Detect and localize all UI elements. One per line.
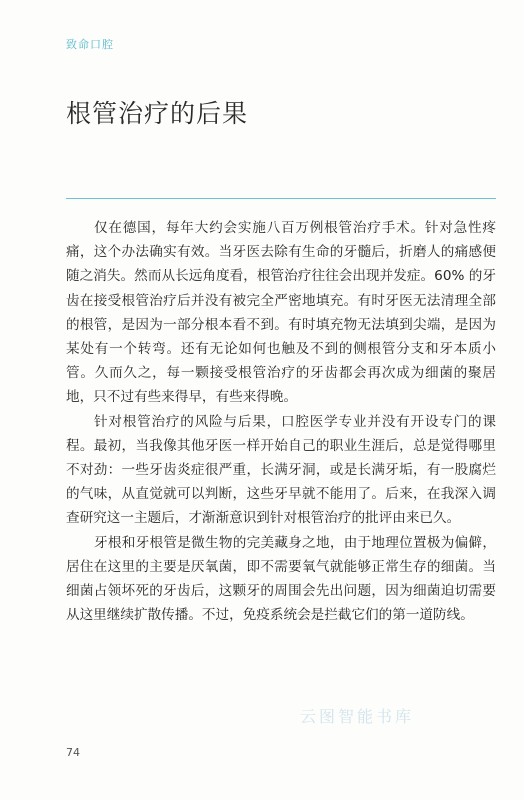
chapter-title: 根管治疗的后果	[66, 99, 249, 128]
body-text	[66, 216, 496, 627]
watermark: 云图智能书库	[300, 707, 415, 726]
page-number: 74	[66, 746, 80, 759]
paragraph-1: 仅在德国，每年大约会实施八百万例根管治疗手术。针对急性疼痛，这个办法确实有效。当牙医去除有生命的牙髓后，折磨人的痛感便随之消失。然而从长远角度看，根管治疗往往会出现并发症。60% 的牙齿在接受根管治疗后并没有被完全严密地填充。有时牙医无法清理全部的根管，是因为一部分根本看不到。有时填充物无法填到尖端，是因为某处有一个转弯。还有无论如何也触及不到的侧根管分支和牙本质小管。久而久之，每一颗接受根管治疗的牙齿都会再次成为细菌的聚居地，只不过有些来得早，有些来得晚。	[66, 220, 496, 406]
running-head: 致命口腔	[66, 38, 114, 51]
title-divider	[66, 198, 496, 199]
paragraph-3: 牙根和牙根管是微生物的完美藏身之地，由于地理位置极为偏僻，居住在这里的主要是厌氧菌，即不需要氧气就能够正常生存的细菌。当细菌占领坏死的牙齿后，这颗牙的周围会先出问题，因为细菌迫切需要从这里继续扩散传播。不过，免疫系统会是拦截它们的第一道防线。	[66, 534, 496, 624]
paragraph-2: 针对根管治疗的风险与后果，口腔医学专业并没有开设专门的课程。最初，当我像其他牙医一样开始自己的职业生涯后，总是觉得哪里不对劲：一些牙齿炎症很严重，长满牙洞，或是长满牙垢，有一股腐烂的气味，从直觉就可以判断，这些牙早就不能用了。后来，在我深入调查研究这一主题后，才渐渐意识到针对根管治疗的批评由来已久。	[66, 413, 496, 527]
